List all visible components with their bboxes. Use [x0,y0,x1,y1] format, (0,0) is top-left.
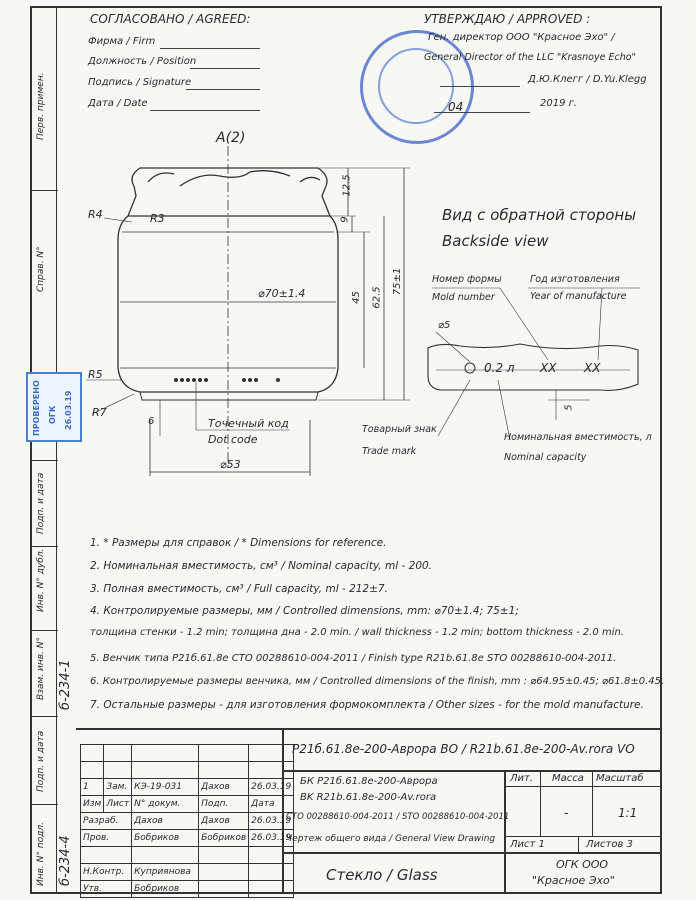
check-stamp-l2: ОГК [48,405,57,424]
section-label: A(2) [216,130,246,146]
nominal-capacity-ru: Номинальная вместимость, л [504,432,652,443]
dim-r5: R5 [88,368,103,381]
dim-h6: 6 [148,416,155,427]
designation: P21б.61.8е-200-Аврора ВО / R21b.61.8e-200-Av.rora VO [292,742,635,756]
approved-title: УТВЕРЖДАЮ / APPROVED : [424,12,591,26]
dim-h45: 45 [350,291,362,304]
prov-name: Бобриков [132,830,199,847]
note-2: 2. Номинальная вместимость, см³ / Nominal capacity, ml - 200. [90,560,433,572]
h-izm: Изм [81,796,104,813]
massa-header: Масса [552,773,584,784]
dim-d5: ⌀5 [438,320,451,331]
dim-d53: ⌀53 [220,458,241,471]
agreed-title: СОГЛАСОВАНО / AGREED: [90,12,251,26]
agreed-field-signature: Подпись / Signature [88,77,192,88]
prov-date: 26.03.19 [249,830,294,847]
h-podp: Подп. [199,796,249,813]
agreed-field-position: Должность / Position [88,56,197,67]
capacity-mark: 0.2 л [484,361,515,375]
sidebar-podp-data: Подп. и дата [36,472,46,534]
doc-name-4: Чертеж общего вида / General View Drawing [286,834,496,844]
sidebar-hand-1: б-234-1 [58,659,73,710]
note-7: 7. Остальные размеры - для изготовления формокомплекта / Other sizes - for the mold manufacture. [90,699,644,711]
h-data: Дата [249,796,294,813]
nominal-capacity-en: Nominal capacity [504,452,587,463]
razrab-date: 26.03.19 [249,813,294,830]
nkontr-label: Н.Контр. [81,864,132,881]
doc-name-1: БК Р21б.61.8е-200-Аврора [300,776,438,787]
trade-mark-en: Trade mark [362,446,417,457]
rev-sign: Дахов [199,779,249,796]
dim-h9: 9 [339,216,351,223]
org-line-1: ОГК ООО [556,858,609,871]
agreed-field-firm: Фирма / Firm [88,36,156,47]
note-6: 6. Контролируемые размеры венчика, мм / Controlled dimensions of the finish, mm : ⌀64.95±0.45; ⌀61.8±0.45. [90,676,665,687]
h-doc: N° докум. [132,796,199,813]
utv-label: Утв. [81,881,132,898]
note-3: 3. Полная вместимость, см³ / Full capacity, ml - 212±7. [90,583,388,595]
sidebar-vzam: Взам. инв. N° [36,637,46,700]
prov-label: Пров. [81,830,132,847]
sidebar-sprav: Справ. N° [36,246,46,292]
mold-number-ru: Номер формы [432,274,502,285]
approved-line2: General Director of the LLC "Krasnoye Echo" [424,52,636,63]
sidebar-hand-2: б-234-4 [58,835,73,886]
note-4: 4. Контролируемые размеры, мм / Controlled dimensions, mm: ⌀70±1.4; 75±1; [90,605,519,617]
material: Стекло / Glass [326,866,438,884]
sheet-number: Лист 1 [510,839,545,850]
dim-h75: 75±1 [392,267,404,296]
mold-number-en: Mold number [432,292,495,303]
sidebar-inv-dubl: Инв. N° дубл. [36,548,46,612]
trade-mark-ru: Товарный знак [362,424,437,435]
backside-en: Backside view [442,232,549,250]
doc-name-3: СТО 00288610-004-2011 / STO 00288610-004-2011 [286,812,510,822]
dim-h5: 5 [563,404,575,411]
note-5: 5. Венчик типа Р21б.61.8е СТО 00288610-004-2011 / Finish type R21b.61.8e STO 00288610-004-2011. [90,653,617,664]
dim-d70: ⌀70±1.4 [258,287,306,300]
razrab-sign: Дахов [199,813,249,830]
razrab-name: Дахов [132,813,199,830]
dim-r4: R4 [88,208,103,221]
approved-line1: Ген. директор ООО "Красное Эхо" / [428,32,615,43]
dim-r7: R7 [92,406,107,419]
mold-xx: XX [540,361,557,375]
agreed-field-date: Дата / Date [88,98,148,109]
rev-no: 1 [81,779,104,796]
org-line-2: "Красное Эхо" [532,874,615,887]
sheet-count: Листов 3 [586,839,633,850]
h-list: Лист [104,796,132,813]
utv-name: Бобриков [132,881,199,898]
check-stamp-l1: ПРОВЕРЕНО [32,380,41,436]
rev-type: Зам. [104,779,132,796]
dot-code-ru: Точечный код [208,417,289,430]
lit-header: Лит. [510,773,534,784]
year-of-manufacture-en: Year of manufacture [530,291,627,302]
doc-name-2: BK R21b.61.8e-200-Av.rora [300,792,437,803]
prov-sign: Бобриков [199,830,249,847]
massa-value: - [564,806,569,820]
sidebar-podp-data-2: Подп. и дата [36,730,46,792]
check-stamp-l3: 26.03.19 [64,390,73,430]
dim-h625: 62.5 [371,286,383,309]
approved-year: 2019 г. [540,98,578,109]
sidebar-inv-podl: Инв. N° подл. [36,822,46,886]
nkontr-name: Куприянова [132,864,199,881]
dim-h125: 12.5 [341,174,353,197]
approved-day: 04 [448,100,464,114]
scale-value: 1:1 [618,806,638,820]
year-of-manufacture-ru: Год изготовления [530,274,620,285]
year-xx: XX [584,361,601,375]
sidebar-perv: Перв. примен. [36,72,46,140]
razrab-label: Разраб. [81,813,132,830]
note-1: 1. * Размеры для справок / * Dimensions for reference. [90,537,387,549]
rev-doc: КЭ-19-031 [132,779,199,796]
note-4-cont: толщина стенки - 1.2 min; толщина дна - 2.0 min. / wall thickness - 1.2 min; bottom thickness - 2.0 min. [90,627,624,638]
masshtab-header: Масштаб [596,773,644,784]
revision-table [80,744,294,898]
rev-date: 26.03.19 [249,779,294,796]
backside-ru: Вид с обратной стороны [442,206,637,224]
dim-r3: R3 [150,212,165,225]
approved-name: Д.Ю.Клегг / D.Yu.Klegg [528,74,647,85]
dot-code-en: Dot code [208,433,258,446]
